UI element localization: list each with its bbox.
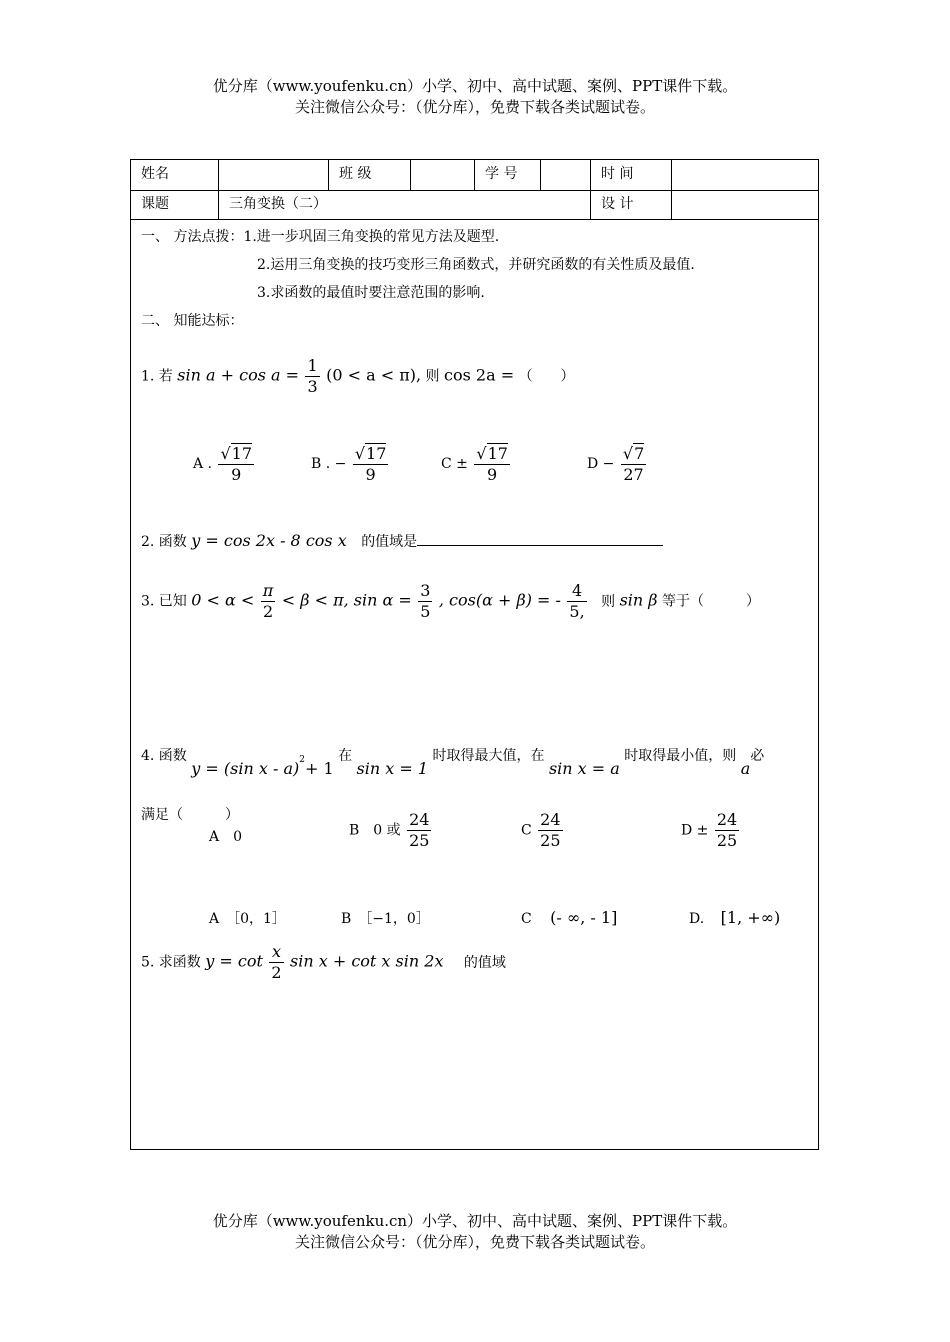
question-2 [141,531,663,551]
q1-opt-b-den: 9 [353,464,389,485]
q5-frac-num: x [271,942,281,961]
q1-opt-c-num: 17 [487,444,508,463]
q4-condition-1: sin x = 1 [356,759,429,778]
q1-opt-a-label: A . [193,456,213,472]
q3-opt-b-frac [407,810,431,851]
footer-line-2: 关注微信公众号：（优分库），免费下载各类试题试卷。 [294,1233,655,1251]
topic-value: 三角变换（二） [219,190,591,219]
q3-opt-d-frac [715,810,739,851]
q5-prefix: 5. 求函数 [141,954,201,971]
q1-opt-c-den: 9 [474,464,510,485]
q4-option-d[interactable] [689,908,780,927]
q1-option-d[interactable] [587,443,648,485]
q3-opt-b-label: B 0 或 [349,822,401,839]
q4-option-a[interactable]: A ［0，1］ [209,911,286,927]
q1-opt-d-frac: $\frac{√7}{27}$ [622,444,645,484]
section2-heading: 二、 知能达标： [141,313,244,329]
q1-rhs: cos 2a = [444,365,515,385]
q3-pi-den: 2 [261,601,276,622]
q1-opt-a-den: 9 [218,464,254,485]
q1-opt-d-num: 7 [634,444,645,463]
q1-then: 则 [425,368,440,385]
time-label: 时 间 [591,160,672,190]
q4-at: 在 [338,748,353,764]
name-label: 姓名 [131,160,219,190]
q1-condition: (0 < a < π), [326,365,422,385]
q4-text-1: 时取得最大值，在 [432,748,545,764]
header-line-1: 优分库（www.youfenku.cn）小学、初中、高中试题、案例、PPT课件下载。 [212,77,738,95]
footer-line-1: 优分库（www.youfenku.cn）小学、初中、高中试题、案例、PPT课件下载。 [212,1212,738,1230]
time-field[interactable] [672,160,818,190]
q2-expression: y = cos 2x - 8 cos x [191,531,347,550]
question-5 [141,942,506,983]
class-field[interactable] [411,160,475,190]
q1-opt-d-label: D − [587,456,615,472]
q3-prefix: 3. 已知 [141,593,187,610]
q4-must: 必 [750,748,765,764]
q1-opt-a-num: 17 [231,444,253,463]
q3-option-a[interactable]: A 0 [209,829,243,845]
q3-option-b[interactable] [349,810,433,851]
q4-option-b[interactable]: B ［−1，0］ [341,911,430,927]
q3-part1: 0 < α < [191,590,255,610]
info-row-2 [131,190,818,220]
q4-opt-c-value: (- ∞, - 1] [550,908,618,927]
question-3 [141,581,760,622]
q3-opt-b-den: 25 [409,831,430,850]
q2-suffix: 的值域是 [361,534,418,550]
q4-opt-d-value: [1, +∞) [720,908,781,927]
q5-expression-1: y = cot [205,951,263,971]
method-point-3: 3.求函数的最值时要注意范围的影响. [257,285,485,301]
q3-opt-c-label: C [521,822,532,839]
q1-opt-b-frac: $\frac{√17}{9}$ [354,444,387,484]
design-field[interactable] [672,190,818,219]
q3-c-den: 5, [569,602,585,621]
q4-expression-2: + 1 [304,759,334,778]
class-label: 班 级 [329,160,411,190]
q4-line-2: 满足（ ） [141,807,239,823]
q3-part3: , cos(α + β) = - [438,590,561,610]
q2-answer-blank[interactable] [417,531,663,546]
q4-exponent: 2 [299,755,305,766]
name-field[interactable] [219,160,329,190]
student-no-label: 学 号 [475,160,541,190]
q3-opt-d-num: 24 [716,810,738,829]
q1-lhs: sin a + cos a = [177,365,300,385]
q1-prefix: 1. 若 [141,368,173,385]
q3-pi-num: π [262,581,274,600]
q1-option-b[interactable] [311,443,390,485]
q1-frac-den: 3 [307,377,318,396]
q3-opt-c-num: 24 [540,810,561,829]
topic-label: 课题 [131,190,219,219]
q2-prefix: 2. 函数 [141,534,187,550]
method-point-2: 2.运用三角变换的技巧变形三角函数式，并研究函数的有关性质及最值. [257,257,695,273]
q3-option-d[interactable] [681,810,741,851]
student-no-field[interactable] [541,160,591,190]
design-label: 设 计 [591,190,672,219]
question-4 [141,745,765,778]
worksheet [130,159,819,1150]
q1-opt-c-label: C ± [441,456,468,472]
q1-opt-d-den: 27 [621,464,646,485]
q4-opt-d-label: D. [689,911,705,927]
q4-prefix: 4. 函数 [141,748,187,764]
q3-opt-c-frac [538,810,562,851]
section1-heading: 一、 方法点拨： [141,229,244,245]
q1-opt-b-label: B . − [311,456,347,472]
q3-opt-b-num: 24 [409,810,430,829]
q1-opt-a-frac: $\frac{√17}{9}$ [220,444,253,484]
q5-expression-2: sin x + cot x sin 2x [290,951,444,971]
q3-part2: < β < π, sin α = [281,590,412,610]
q5-fraction [269,942,283,983]
q1-opt-c-frac: $\frac{√17}{9}$ [476,444,508,484]
q3-s-num: 3 [420,581,431,600]
q1-option-a[interactable] [193,443,256,485]
q3-opt-c-den: 25 [540,831,561,850]
worksheet-body [131,219,818,1149]
q4-expression: y = (sin x - a) [191,759,300,778]
q4-variable: a [740,759,751,778]
q3-sin-fraction [418,581,432,622]
q3-s-den: 5 [420,602,431,621]
q5-suffix: 的值域 [463,954,506,971]
q1-fraction [305,356,319,397]
q3-then: 则 [601,593,616,610]
page-header [0,76,950,118]
header-line-2: 关注微信公众号：（优分库），免费下载各类试题试卷。 [294,98,655,116]
q1-answer-paren: （ ） [518,368,575,385]
q4-text-2: 时取得最小值，则 [624,748,737,764]
page-footer [0,1211,950,1253]
q4-condition-2: sin x = a [548,759,620,778]
q1-frac-num: 1 [307,356,318,375]
q3-opt-d-den: 25 [716,831,738,850]
info-row-1 [131,160,818,191]
q4-opt-c-label: C [521,911,532,927]
q3-target: sin β [619,590,658,610]
question-1 [141,356,575,397]
q3-suffix: 等于（ ） [662,593,760,610]
method-point-1: 1.进一步巩固三角变换的常见方法及题型. [243,229,500,245]
section1-heading-line [141,226,499,246]
q3-opt-d-label: D ± [681,822,709,839]
q1-opt-b-num: 17 [366,444,387,463]
q3-option-c[interactable] [521,810,565,851]
q3-pi-fraction [261,581,276,622]
q4-option-c[interactable] [521,908,617,927]
q3-c-num: 4 [571,581,583,600]
q1-option-c[interactable] [441,443,512,485]
q5-frac-den: 2 [271,963,282,982]
q3-cos-fraction [567,581,586,622]
